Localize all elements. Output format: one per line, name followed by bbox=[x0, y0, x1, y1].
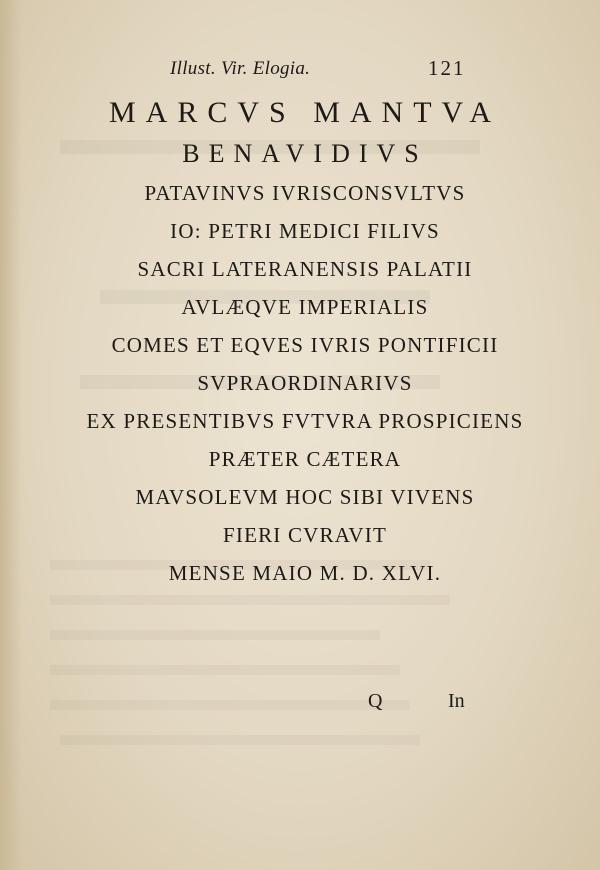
signature-mark: Q bbox=[368, 690, 383, 712]
inscription-line: FIERI CVRAVIT bbox=[223, 523, 387, 547]
inscription-line: AVLÆQVE IMPERIALIS bbox=[181, 295, 429, 319]
inscription-line: SACRI LATERANENSIS PALATII bbox=[137, 257, 473, 281]
running-head: Illust. Vir. Elogia. bbox=[170, 58, 311, 79]
inscription-line: EX PRESENTIBVS FVTVRA PROSPICIENS bbox=[86, 409, 524, 433]
inscription-line: IO: PETRI MEDICI FILIVS bbox=[170, 219, 440, 243]
inscription-line: MENSE MAIO M. D. XLVI. bbox=[168, 561, 442, 585]
inscription-line: SVPRAORDINARIVS bbox=[197, 371, 413, 395]
inscription-line: PRÆTER CÆTERA bbox=[208, 447, 402, 471]
inscription-line: COMES ET EQVES IVRIS PONTIFICII bbox=[111, 333, 499, 357]
inscription-line: MAVSOLEVM HOC SIBI VIVENS bbox=[135, 485, 475, 509]
inscription-line: PATAVINVS IVRISCONSVLTVS bbox=[144, 181, 466, 205]
inscription-line: MARCVS MANTVA bbox=[108, 96, 501, 129]
epitaph-inscription bbox=[40, 92, 570, 592]
page-number: 121 bbox=[428, 56, 466, 80]
catchword: In bbox=[448, 690, 465, 712]
inscription-line: BENAVIDIVS bbox=[182, 139, 428, 168]
